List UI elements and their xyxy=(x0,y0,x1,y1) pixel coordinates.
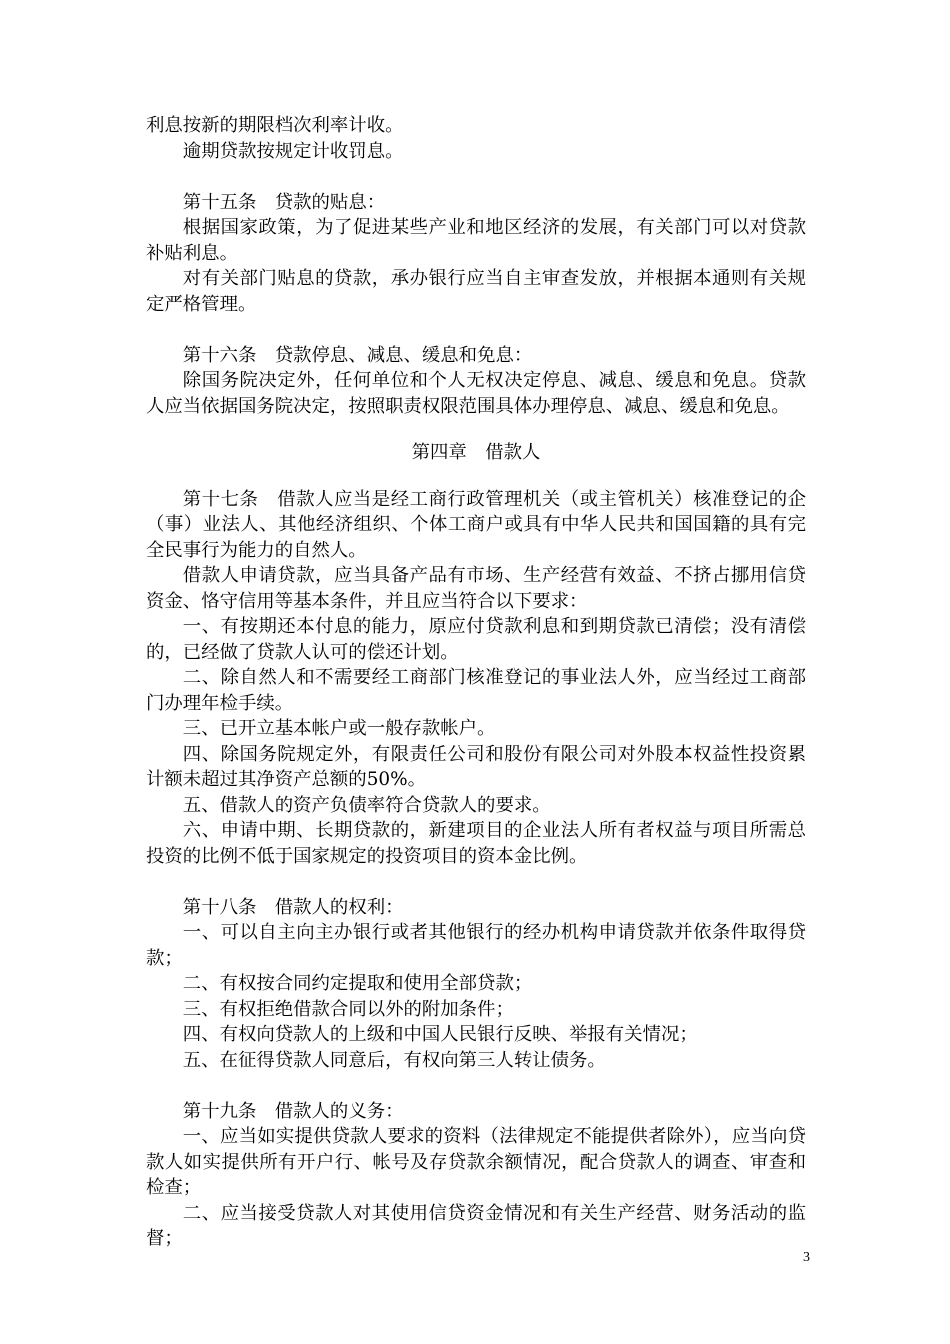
article-15-paragraph: 根据国家政策，为了促进某些产业和地区经济的发展，有关部门可以对贷款补贴利息。 xyxy=(146,217,806,264)
article-17-item: 四、除国务院规定外，有限责任公司和股份有限公司对外股本权益性投资累计额未超过其净资产总额的50%。 xyxy=(146,743,806,790)
article-18-item: 一、可以自主向主办银行或者其他银行的经办机构申请贷款并依条件取得贷款； xyxy=(146,922,806,969)
body-paragraph: 逾期贷款按规定计收罚息。 xyxy=(182,140,404,162)
article-17-item: 二、除自然人和不需要经工商部门核准登记的事业法人外，应当经过工商部门办理年检手续。 xyxy=(146,667,806,714)
article-17-heading: 第十七条 借款人应当是经工商行政管理机关（或主管机关）核准登记的企（事）业法人、其他经济组织、个体工商户或具有中华人民共和国国籍的具有完全民事行为能力的自然人。 xyxy=(146,488,806,561)
article-18-item: 五、在征得贷款人同意后，有权向第三人转让债务。 xyxy=(182,1049,606,1071)
article-18-item: 二、有权按合同约定提取和使用全部贷款； xyxy=(182,973,533,994)
article-18-heading: 第十八条 借款人的权利： xyxy=(182,896,404,918)
paragraph-gap xyxy=(146,466,806,487)
article-15-heading: 第十五条 贷款的贴息： xyxy=(182,191,386,213)
page-number: 3 xyxy=(803,1250,810,1265)
article-17-item: 六、申请中期、长期贷款的，新建项目的企业法人所有者权益与项目所需总投资的比例不低于国家规定的投资项目的资本金比例。 xyxy=(146,820,806,867)
paragraph-gap xyxy=(146,317,806,343)
article-19-heading: 第十九条 借款人的义务： xyxy=(182,1100,404,1122)
body-line: 利息按新的期限档次利率计收。 xyxy=(146,115,404,136)
article-17-item: 五、借款人的资产负债率符合贷款人的要求。 xyxy=(182,794,551,816)
paragraph-gap xyxy=(146,1073,806,1099)
article-15-paragraph: 对有关部门贴息的贷款，承办银行应当自主审查发放，并根据本通则有关规定严格管理。 xyxy=(146,268,806,315)
article-17-item: 一、有按期还本付息的能力，原应付贷款利息和到期贷款已清偿；没有清偿的，已经做了贷款人认可的偿还计划。 xyxy=(146,616,806,663)
article-16-paragraph: 除国务院决定外，任何单位和个人无权决定停息、减息、缓息和免息。贷款人应当依据国务院决定，按照职责权限范围具体办理停息、减息、缓息和免息。 xyxy=(146,370,806,417)
article-19-item: 一、应当如实提供贷款人要求的资料（法律规定不能提供者除外），应当向贷款人如实提供所有开户行、帐号及存贷款余额情况，配合贷款人的调查、审查和检查； xyxy=(146,1126,806,1198)
paragraph-gap xyxy=(146,164,806,190)
article-18-item: 四、有权向贷款人的上级和中国人民银行反映、举报有关情况； xyxy=(182,1024,698,1045)
article-17-item: 三、已开立基本帐户或一般存款帐户。 xyxy=(182,718,496,739)
article-18-item: 三、有权拒绝借款合同以外的附加条件； xyxy=(182,998,514,1020)
article-16-heading: 第十六条 贷款停息、减息、缓息和免息： xyxy=(182,344,533,366)
paragraph-gap xyxy=(146,419,806,440)
article-19-item: 二、应当接受贷款人对其使用信贷资金情况和有关生产经营、财务活动的监督； xyxy=(146,1202,806,1249)
document-body xyxy=(146,113,806,1252)
article-17-paragraph: 借款人申请贷款，应当具备产品有市场、生产经营有效益、不挤占挪用信贷资金、恪守信用等基本条件，并且应当符合以下要求： xyxy=(146,565,806,612)
paragraph-gap xyxy=(146,869,806,895)
chapter-title: 第四章 借款人 xyxy=(411,442,541,463)
